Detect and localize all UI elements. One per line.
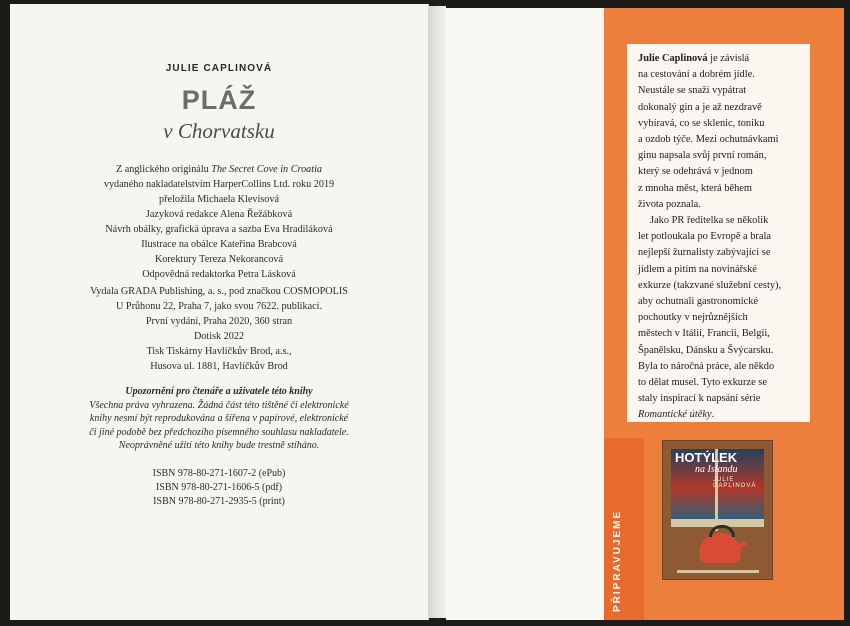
bio-line: Jako PR ředitelka se několik [650,215,769,227]
publisher-line: Vydala GRADA Publishing, a. s., pod značkou COSMOPOLIS [90,286,348,297]
cover-credit-line [677,570,759,573]
upcoming-band [604,438,644,620]
credit-line: Ilustrace na obálce Kateřina Brabcová [141,239,297,250]
bio-line: staly inspirací k napsání série [638,393,761,405]
credits-block [10,162,428,282]
bio-line: Neustále se snaží vypátrat [638,85,747,97]
book-subtitle: v Chorvatsku [163,119,275,143]
blank-right-page [446,8,606,620]
bio-line: a ozdob týče. Mezi ochutnávkami [638,134,779,146]
notice-line: knihy nesmí být reprodukována a šířena v papírové, elektronické [89,413,349,424]
publisher-line: Tisk Tiskárny Havlíčkův Brod, a.s., [146,346,292,357]
credit-line: Odpovědná redaktorka Petra Lásková [142,269,296,280]
bio-paragraph-2: Jako PR ředitelka se několik let potloukala po Evropě a brala nejlepší žurnalisty zabývající se jídlem a pitím na novinářské exkurze (takzvané služební cesty), aby ochutnali gastronomické pochoutky v nejrůznějších městech v Itálii, Francii, Belgii, Španělsku, Dánsku a Švýcarsku. Byla to náročná práce, ale někdo to dělat musel. Tyto exkurze se staly inspirací k napsání série Romantické útěky. [638,215,782,421]
kettle-illustration [699,533,741,563]
publisher-line: U Průhonu 22, Praha 7, jako svou 7622. publikaci. [116,301,322,312]
cover-author: JULIE CAPLINOVÁ [713,477,757,489]
bio-line: který se odehrává v jednom [638,166,753,178]
bio-line: jídlem a pitím na novinářské [638,263,757,275]
bio-line: dokonalý gin a je až nezdravě [638,101,762,113]
author-bio [638,51,804,424]
credit-line: Návrh obálky, grafická úprava a sazba Eva Hradiláková [105,224,333,235]
credit-line: vydaného nakladatelstvím HarperCollins Ltd. roku 2019 [103,179,335,190]
original-title: The Secret Cove in Croatia [211,164,323,175]
book-title: PLÁŽ [181,85,257,115]
upcoming-book-cover [662,440,773,580]
upcoming-label: PŘIPRAVUJEME [612,509,623,612]
bio-line: na cestování a dobrém jídle. [638,69,755,81]
isbn-line: ISBN 978-80-271-1607-2 (ePub) [152,468,286,479]
bio-line: městech v Itálii, Francii, Belgii, [638,328,770,340]
isbn-block [10,467,428,509]
bio-line: to dělat musel. Tyto exkurze se [638,377,767,389]
book-gutter [428,6,446,618]
bio-line: z mnoha měst, která během [638,182,752,194]
publisher-block [10,284,428,374]
original-title-line [10,162,428,177]
isbn-line: ISBN 978-80-271-1606-5 (pdf) [155,482,283,493]
bio-line: exkurze (takzvané služební cesty), [638,279,782,291]
credit-line: Jazyková redakce Alena Řežábková [145,209,293,220]
bio-author-name: Julie Caplinová [638,53,708,64]
publisher-line: Dotisk 2022 [193,331,245,342]
bio-line: vybíravá, co se sklenic, toniku [638,117,765,129]
series-name: Romantické útěky [638,409,712,421]
author-name: JULIE CAPLINOVÁ [165,63,273,74]
copyright-notice [10,385,428,453]
original-title-prefix: Z anglického originálu [115,164,212,175]
notice-line: Všechna práva vyhrazena. Žádná část této tištěné či elektronické [89,399,349,411]
publisher-line: Husova ul. 1881, Havlíčkův Brod [150,361,288,372]
notice-line: či jiné podobě bez předchozího písemného souhlasu nakladatele. [89,426,349,438]
notice-heading: Upozornění pro čtenáře a uživatele této knihy [125,386,313,397]
bio-line: let potloukala po Evropě a brala [638,231,772,243]
bio-line: ginu napsala svůj první román, [638,150,767,162]
bio-line: Španělsku, Dánsku a Švýcarsku. [638,344,774,356]
bio-paragraph-1 [638,51,804,213]
bio-line: nejlepší žurnalisty zabývající se [638,247,771,259]
cover-subtitle: na Islandu [695,464,738,475]
cover-title: HOTÝLEK [675,450,738,465]
notice-line: Neoprávněné užití této knihy bude trestně stíháno. [118,440,320,451]
bio-line: aby ochutnali gastronomické [638,296,759,308]
isbn-line: ISBN 978-80-271-2935-5 (print) [153,496,285,507]
bio-line: Byla to náročná práce, ale někdo [638,360,775,372]
bio-line: pochoutky v nejrůznějších [638,312,748,324]
bio-line: je závislá [707,53,750,64]
credit-line: přeložila Michaela Klevisová [159,194,279,205]
publisher-line: První vydání, Praha 2020, 360 stran [145,316,293,327]
credit-line: Korektury Tereza Nekorancová [154,254,284,265]
bio-line: života poznala. [638,198,701,210]
